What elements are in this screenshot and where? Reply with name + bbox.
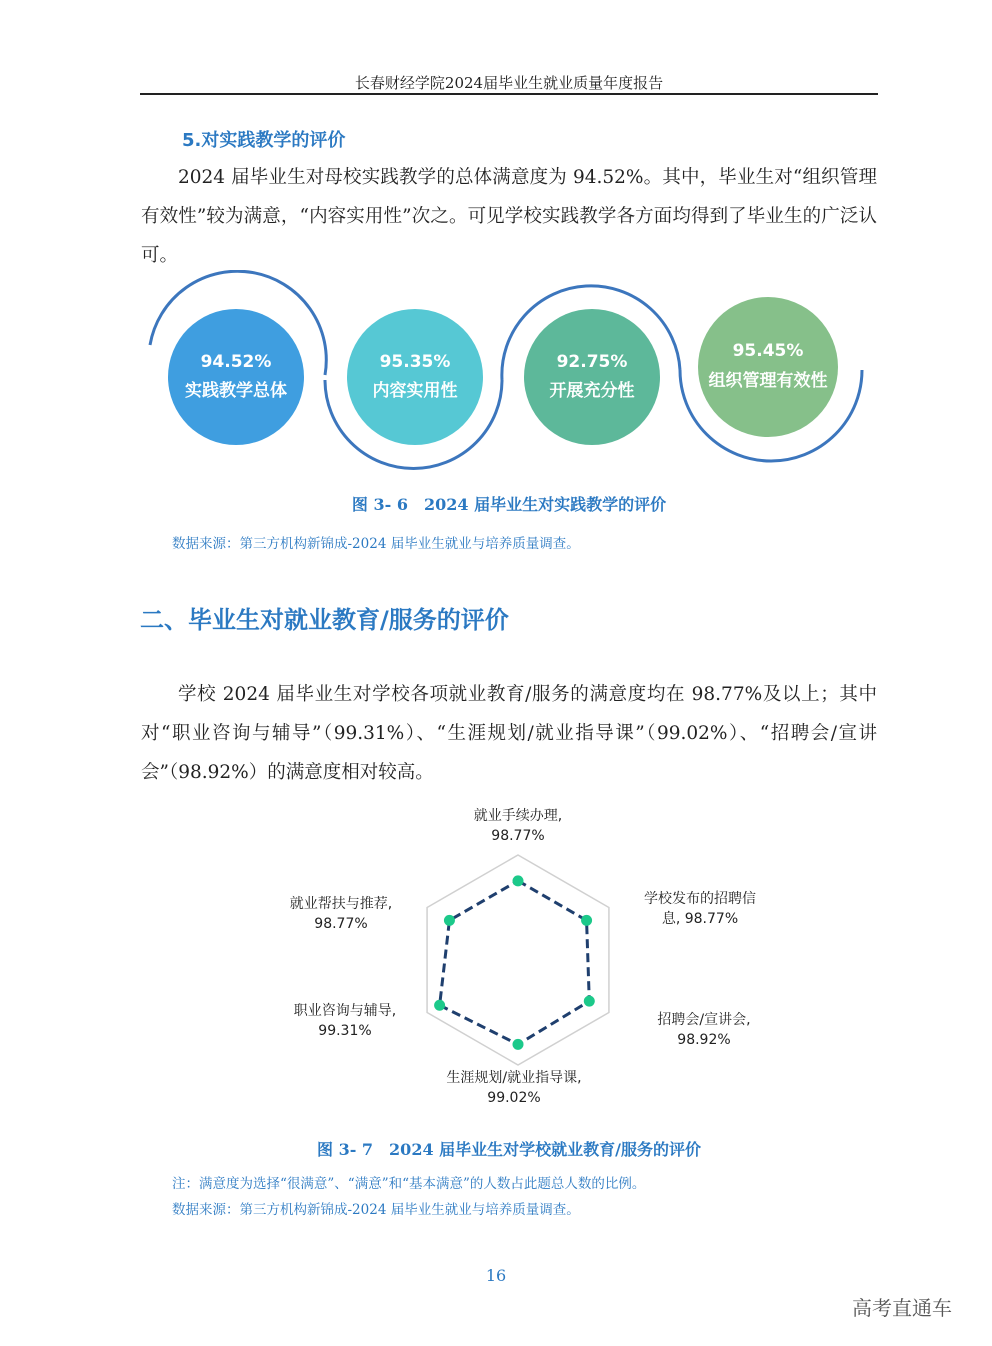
circle-3 (524, 309, 660, 445)
radar-labels (290, 807, 756, 1106)
radar-axis-label (446, 1069, 581, 1106)
circle-value: 92.75% (556, 352, 628, 372)
radar-point (584, 996, 595, 1007)
practice-evaluation-figure (0, 270, 992, 485)
circle-content-practicality (347, 309, 483, 445)
radar-axis-label-line: 就业帮扶与推荐, (289, 896, 393, 912)
page-number: 16 (485, 1266, 507, 1285)
radar-axis-label-line: 生涯规划/就业指导课, (446, 1070, 582, 1086)
circle-2 (347, 309, 483, 445)
figure-3-6-source: 数据来源：第三方机构新锦成-2024 届毕业生就业与培养质量调查。 (172, 536, 580, 552)
radar-point (434, 1000, 445, 1011)
circle-1 (168, 309, 304, 445)
employment-service-paragraph: 学校 2024 届毕业生对学校各项就业教育/服务的满意度均在 98.77%及以上；其中对“职业咨询与辅导”（99.31%）、“生涯规划/就业指导课”（99.02%）、“招聘会/宣讲会”（98.92%）的满意度相对较高。 (141, 684, 877, 783)
radar-axis-label (290, 895, 392, 932)
radar-axis-label-line: 职业咨询与辅导, (293, 1003, 397, 1019)
circle-practice-overall (168, 309, 304, 445)
radar-axis-label-line: 98.77% (314, 916, 368, 932)
radar-axis-label (657, 1011, 750, 1048)
circle-4 (698, 297, 838, 437)
header-rule (140, 93, 878, 95)
radar-series-line (440, 881, 590, 1045)
radar-series (434, 875, 595, 1050)
figure-3-7-note: 注：满意度为选择“很满意”、“满意”和“基本满意”的人数占此题总人数的比例。 (172, 1176, 646, 1192)
watermark: 高考直通车 (852, 1296, 952, 1320)
radar-grid (427, 855, 609, 1065)
circle-sufficiency (524, 309, 660, 445)
radar-axis-label-line: 98.92% (677, 1032, 731, 1048)
circle-management-effectiveness (698, 297, 838, 437)
radar-axis-label (474, 807, 562, 844)
radar-axis-label-line: 就业手续办理, (473, 808, 563, 824)
radar-axis-label-line: 招聘会/宣讲会, (657, 1012, 751, 1028)
practice-teaching-paragraph: 2024 届毕业生对母校实践教学的总体满意度为 94.52%。其中，毕业生对“组织管理有效性”较为满意，“内容实用性”次之。可见学校实践教学各方面均得到了毕业生的广泛认可。 (141, 167, 877, 266)
figure-3-7-caption: 图 3- 7 2024 届毕业生对学校就业教育/服务的评价 (317, 1140, 701, 1159)
circle-value: 95.45% (732, 341, 804, 361)
radar-axis-label-line: 学校发布的招聘信 (644, 891, 756, 907)
radar-axis-label-line: 99.02% (487, 1090, 541, 1106)
radar-axis-label-line: 98.77% (491, 828, 545, 844)
radar-point (581, 915, 592, 926)
radar-axis-label-line: 息, 98.77% (661, 911, 739, 927)
circle-value: 95.35% (379, 352, 451, 372)
radar-outer-ring (427, 855, 609, 1065)
circle-label: 实践教学总体 (185, 381, 287, 401)
radar-point (513, 875, 524, 886)
circle-label: 开展充分性 (549, 381, 635, 401)
section-title: 二、毕业生对就业教育/服务的评价 (140, 606, 509, 634)
circle-value: 94.52% (200, 352, 272, 372)
figure-3-6-caption: 图 3- 6 2024 届毕业生对实践教学的评价 (351, 495, 667, 514)
page-header: 长春财经学院2024届毕业生就业质量年度报告 (354, 74, 664, 92)
employment-service-radar-chart (260, 800, 780, 1110)
figure-3-7-source: 数据来源：第三方机构新锦成-2024 届毕业生就业与培养质量调查。 (172, 1202, 580, 1218)
circle-label: 内容实用性 (372, 381, 458, 401)
radar-point (444, 915, 455, 926)
circle-label: 组织管理有效性 (708, 371, 828, 391)
radar-axis-label (294, 1002, 396, 1039)
radar-axis-label (644, 890, 756, 927)
radar-axis-label-line: 99.31% (318, 1023, 372, 1039)
radar-point (513, 1039, 524, 1050)
subsection-title: 5.对实践教学的评价 (182, 130, 346, 151)
